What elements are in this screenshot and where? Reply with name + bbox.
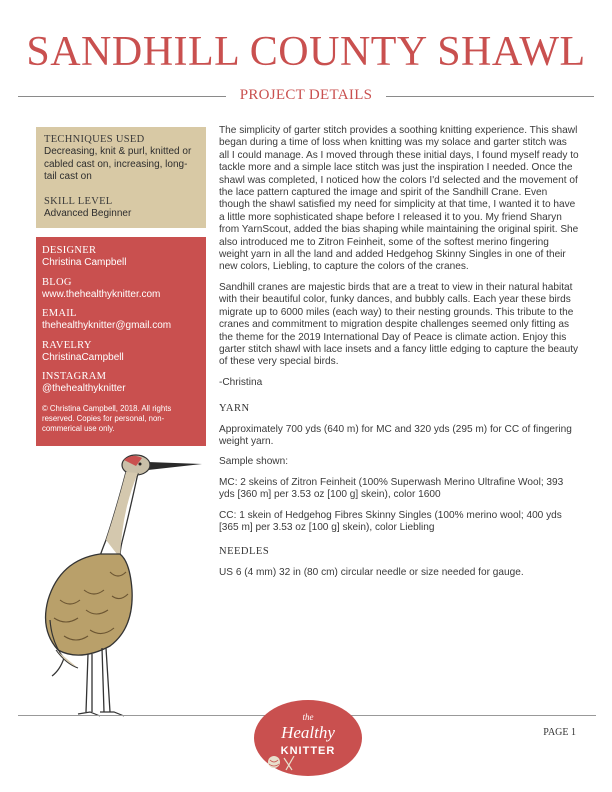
techniques-label: TECHNIQUES USED	[44, 134, 145, 145]
skill-label: SKILL LEVEL	[44, 195, 113, 207]
email-link[interactable]: thehealthyknitter@gmail.com	[42, 320, 172, 331]
copyright-notice: © Christina Campbell, 2018. All rights reserved. Copies for personal, non-commerical use only.	[42, 403, 172, 433]
blog-link[interactable]: www.thehealthyknitter.com	[42, 288, 161, 300]
yarn-mc: MC: 2 skeins of Zitron Feinheit (100% Superwash Merino Ultrafine Wool; 393 yds [360 m] per 3.53 oz [100 g] skein), color 1600	[219, 476, 564, 501]
needles-value: US 6 (4 mm) 32 in (80 cm) circular needle or size needed for gauge.	[219, 566, 524, 578]
yarn-cc: CC: 1 skein of Hedgehog Fibres Skinny Singles (100% merino wool; 400 yds [365 m] per 3.53 oz [100 g] skein), color Liebling	[219, 509, 562, 533]
skill-value: Advanced Beginner	[44, 207, 132, 219]
sample-label: Sample shown:	[219, 456, 289, 468]
page-number: PAGE 1	[543, 727, 576, 738]
yarn-heading: YARN	[219, 403, 250, 415]
designer-value: Christina Campbell	[42, 257, 127, 268]
logo-text-the: the	[302, 712, 314, 722]
techniques-box	[36, 127, 206, 228]
main-content	[219, 125, 579, 587]
page-title: SANDHILL COUNTY SHAWL	[26, 29, 586, 75]
ravelry-value: ChristinaCampbell	[42, 351, 124, 363]
needles-heading: NEEDLES	[219, 546, 270, 558]
ravelry-label: RAVELRY	[42, 339, 92, 351]
yarn-amount: Approximately 700 yds (640 m) for MC and 320 yds (295 m) for CC of fingering weight yarn.	[219, 423, 572, 447]
section-subtitle: PROJECT DETAILS	[0, 87, 612, 104]
intro-paragraph-1: The simplicity of garter stitch provides a soothing knitting experience. This shawl began during a time of loss when knitting was my solace and garter stitch was all I could manage. As I moved through these initial days, I found myself ready to tackle more and a simple lace stitch was just the inspiration I needed. Once the shawl was completed, I noticed how the colors I'd selected and the movement of the lace pattern captured the image and spirit of the Sandhill Crane. Even though the shawl satisfied my need for simplicity at that time, I wanted it to have a little more sophisticated shape before I released it to you. My friend Sharyn from YarnScout, added the bias shaping while maintaining the original spirit. She also introduced me to Zitron Feinheit, some of the softest merino fingering weight yarn in all the land and added Hedgehog Skinny Singles in one of their new colors, Liebling, to capture the colors of the cranes.	[219, 125, 579, 273]
designer-label: DESIGNER	[42, 245, 97, 256]
sandhill-crane-illustration	[30, 450, 210, 720]
healthy-knitter-logo	[252, 698, 364, 778]
logo-text-healthy: Healthy	[281, 723, 335, 742]
signoff: -Christina	[219, 376, 263, 388]
instagram-value: @thehealthyknitter	[42, 383, 126, 394]
techniques-value: Decreasing, knit & purl, knitted or cabled cast on, increasing, long-tail cast on	[44, 146, 192, 182]
designer-box	[36, 237, 206, 446]
blog-label: BLOG	[42, 276, 72, 288]
instagram-label: INSTAGRAM	[42, 371, 107, 382]
logo-text-knitter: KNITTER	[280, 745, 336, 757]
intro-paragraph-2: Sandhill cranes are majestic birds that are a treat to view in their natural habitat with their beautiful color, funky dances, and bubbly calls. Each year these birds migrate up to 6000 miles (each way) to their nesting grounds. This tribute to the cranes and commitment to migration despite challenges seemed only fitting as the theme for the 2019 International Day of Peace is climate action. Enjoy this garter stitch shawl with lace insets and a fancy little edging to capture the beauty of these very special birds.	[219, 281, 579, 368]
email-label: EMAIL	[42, 308, 77, 319]
